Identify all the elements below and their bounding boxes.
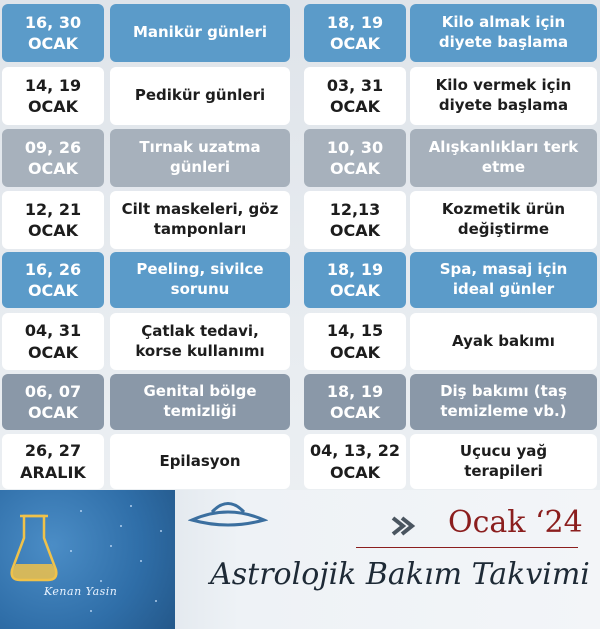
right-label-cell xyxy=(410,129,597,187)
logo-panel xyxy=(0,490,175,629)
date-text-line: OCAK xyxy=(27,221,79,240)
left-label-cell xyxy=(110,4,290,62)
star-dot xyxy=(120,525,122,527)
right-label-cell xyxy=(410,374,597,430)
label-text-line: Spa, masaj için xyxy=(439,260,568,279)
date-text-line: 16, 30 xyxy=(24,12,82,32)
date-text-line: OCAK xyxy=(329,34,381,53)
chevron-right-icon xyxy=(390,515,416,537)
date-text-line: OCAK xyxy=(27,34,79,53)
right-date-cell xyxy=(304,313,406,370)
star-dot xyxy=(80,510,82,512)
star-dot xyxy=(100,580,102,582)
left-date-cell xyxy=(2,313,104,370)
star-dot xyxy=(160,530,162,532)
left-label-cell xyxy=(110,434,290,489)
date-text-line: 12, 21 xyxy=(24,199,82,219)
star-dot xyxy=(155,600,157,602)
date-text-line: 16, 26 xyxy=(24,259,82,279)
month-label: Ocak ‘24 xyxy=(448,505,583,540)
date-text-line: OCAK xyxy=(329,342,381,362)
label-text-line: diyete başlama xyxy=(438,96,569,114)
date-text-line: OCAK xyxy=(329,462,381,482)
meditation-figure-icon xyxy=(188,490,268,535)
date-text-line: OCAK xyxy=(27,403,79,422)
right-date-cell xyxy=(304,67,406,125)
label-text-line: Alışkanlıkları terk xyxy=(428,138,579,157)
left-label-cell xyxy=(110,191,290,249)
right-date-cell xyxy=(304,434,406,489)
right-date-cell xyxy=(304,129,406,187)
star-dot xyxy=(140,560,142,562)
date-text-line: ARALIK xyxy=(20,462,86,482)
month-underline xyxy=(356,547,578,548)
right-date-cell xyxy=(304,4,406,62)
label-text-line: Ayak bakımı xyxy=(452,331,555,350)
label-text-line: Pedikür günleri xyxy=(134,86,266,105)
left-date-cell xyxy=(2,252,104,308)
date-text-line: 09, 26 xyxy=(24,137,82,157)
date-text-line: OCAK xyxy=(27,97,79,116)
left-date-cell xyxy=(2,129,104,187)
star-dot xyxy=(130,505,132,507)
label-text-line: temizleme vb.) xyxy=(440,402,567,420)
date-text-line: 04, 31 xyxy=(24,321,82,341)
left-label-cell xyxy=(110,67,290,125)
label-text-line: Kilo vermek için xyxy=(435,76,572,95)
label-text-line: Diş bakımı (taş xyxy=(440,382,567,401)
date-text-line: 03, 31 xyxy=(326,75,384,95)
date-text-line: 18, 19 xyxy=(326,259,384,279)
label-text-line: korse kullanımı xyxy=(135,341,265,360)
left-label-cell xyxy=(110,129,290,187)
date-text-line: 12,13 xyxy=(329,199,381,219)
right-date-cell xyxy=(304,191,406,249)
label-text-line: Peeling, sivilce xyxy=(136,260,264,279)
date-text-line: 14, 15 xyxy=(326,321,384,341)
right-label-cell xyxy=(410,434,597,489)
date-text-line: OCAK xyxy=(329,281,381,300)
right-label-cell xyxy=(410,252,597,308)
right-date-cell xyxy=(304,374,406,430)
left-date-cell xyxy=(2,374,104,430)
left-label-cell xyxy=(110,252,290,308)
label-text-line: temizliği xyxy=(163,402,237,420)
date-text-line: 06, 07 xyxy=(24,381,82,401)
label-text-line: tamponları xyxy=(153,220,247,238)
left-date-cell xyxy=(2,4,104,62)
date-text-line: OCAK xyxy=(329,97,381,116)
date-text-line: 10, 30 xyxy=(326,137,384,157)
label-text-line: etme xyxy=(481,158,526,176)
left-date-cell xyxy=(2,67,104,125)
left-date-cell xyxy=(2,191,104,249)
left-label-cell xyxy=(110,374,290,430)
label-text-line: Manikür günleri xyxy=(132,23,268,42)
label-text-line: Kozmetik ürün xyxy=(441,200,566,219)
label-text-line: Çatlak tedavi, xyxy=(141,321,259,340)
right-label-cell xyxy=(410,191,597,249)
label-text-line: ideal günler xyxy=(452,280,555,298)
right-label-cell xyxy=(410,67,597,125)
date-text-line: OCAK xyxy=(329,403,381,422)
date-text-line: 04, 13, 22 xyxy=(309,441,401,461)
label-text-line: Cilt maskeleri, göz xyxy=(121,200,279,219)
label-text-line: Genital bölge xyxy=(143,382,257,401)
label-text-line: değiştirme xyxy=(457,220,550,238)
label-text-line: diyete başlama xyxy=(438,33,569,51)
label-text-line: Uçucu yağ xyxy=(459,441,548,460)
label-text-line: Tırnak uzatma xyxy=(139,138,261,157)
label-text-line: Kilo almak için xyxy=(441,13,566,32)
right-label-cell xyxy=(410,313,597,370)
star-dot xyxy=(70,550,72,552)
label-text-line: terapileri xyxy=(464,461,543,480)
left-label-cell xyxy=(110,313,290,370)
date-text-line: OCAK xyxy=(27,159,79,178)
label-text-line: günleri xyxy=(170,158,230,176)
date-text-line: 18, 19 xyxy=(326,381,384,401)
date-text-line: 18, 19 xyxy=(326,12,384,32)
date-text-line: OCAK xyxy=(27,281,79,300)
date-text-line: 26, 27 xyxy=(24,441,82,461)
right-label-cell xyxy=(410,4,597,62)
date-text-line: OCAK xyxy=(329,159,381,178)
label-text-line: Epilasyon xyxy=(159,451,241,470)
date-text-line: 14, 19 xyxy=(24,75,82,95)
label-text-line: sorunu xyxy=(170,280,230,298)
signature: Kenan Yasin xyxy=(44,585,118,598)
flask-icon xyxy=(4,508,64,588)
page-title: Astrolojik Bakım Takvimi xyxy=(210,557,590,592)
star-dot xyxy=(110,545,112,547)
right-date-cell xyxy=(304,252,406,308)
date-text-line: OCAK xyxy=(27,342,79,362)
date-text-line: OCAK xyxy=(329,221,381,240)
star-dot xyxy=(90,610,92,612)
left-date-cell xyxy=(2,434,104,489)
